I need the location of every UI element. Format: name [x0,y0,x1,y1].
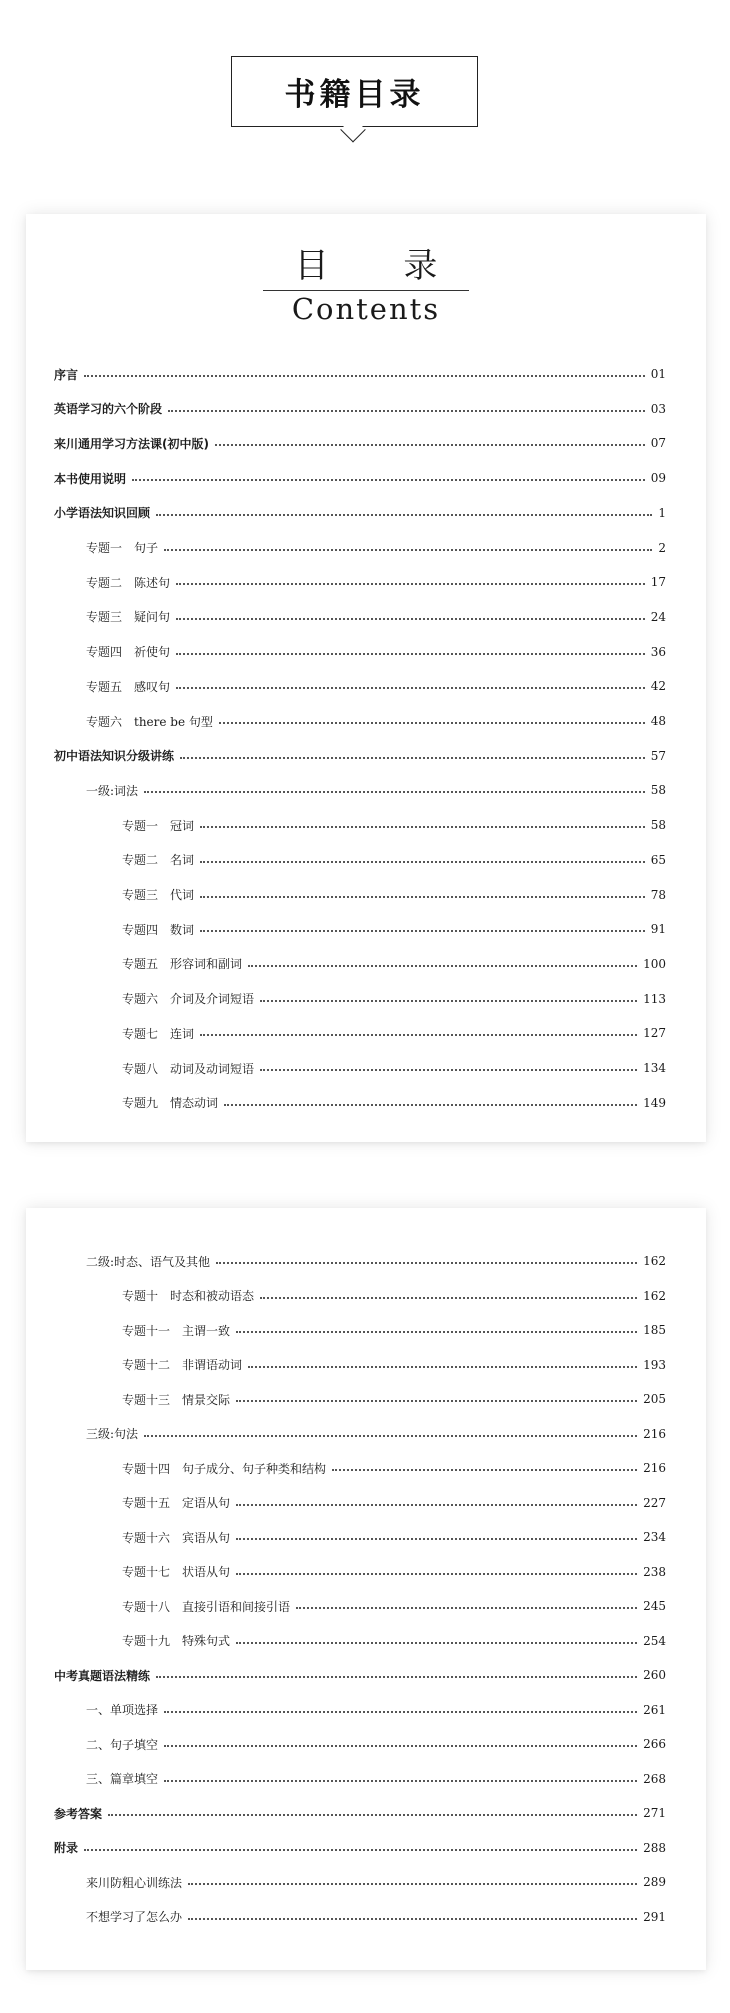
toc-entry-page: 205 [643,1392,666,1406]
toc-entry-page: 58 [650,818,666,833]
toc-leader-dots [84,375,645,377]
toc-leader-dots [236,1573,637,1575]
toc-entry-label: 专题十一 主谓一致 [122,1323,231,1338]
toc-entry-label: 三、篇章填空 [86,1772,159,1786]
toc-entry[interactable] [122,883,666,907]
toc-entry-label: 专题十九 特殊句式 [122,1634,231,1648]
toc-entry-page: 03 [650,401,666,416]
toc-entry-label: 专题二 名词 [122,853,195,868]
toc-entry-label: 二、句子填空 [86,1737,159,1752]
toc-entry-label: 专题五 形容词和副词 [122,957,243,972]
toc-entry-page: 65 [650,852,666,867]
toc-entry-label: 专题四 祈使句 [86,645,171,660]
toc-entry-label: 二级:时态、语气及其他 [86,1254,211,1269]
toc-entry-page: 266 [643,1737,666,1751]
toc-entry-label: 本书使用说明 [54,471,127,486]
toc-entry[interactable] [54,362,666,386]
toc-entry-label: 三级:句法 [86,1427,139,1441]
toc-entry[interactable] [54,1836,666,1860]
toc-leader-dots [164,1780,637,1782]
toc-entry[interactable] [122,1091,666,1115]
toc-entry-page: 24 [650,609,666,624]
toc-entry-page: 2 [658,540,666,555]
toc-entry[interactable] [86,674,666,698]
toc-entry-page: 289 [643,1875,666,1889]
toc-entry-label: 专题三 疑问句 [86,610,171,625]
toc-leader-dots [156,1676,637,1678]
toc-entry-page: 268 [643,1771,666,1786]
toc-entry-page: 162 [643,1288,666,1303]
toc-entry-page: 185 [643,1323,666,1337]
toc-heading [26,244,706,327]
toc-leader-dots [176,653,645,655]
toc-entry-page: 260 [643,1668,666,1682]
toc-entry[interactable] [122,1387,666,1411]
toc-entry[interactable] [86,640,666,664]
toc-entry-label: 来川防粗心训练法 [86,1875,183,1890]
toc-entry-page: 48 [650,714,666,728]
toc-entry[interactable] [86,605,666,629]
toc-entry[interactable] [122,1525,666,1549]
toc-leader-dots [248,1366,637,1368]
toc-entry-label: 不想学习了怎么办 [86,1910,183,1924]
toc-entry-page: 245 [643,1599,666,1613]
toc-leader-dots [200,1034,637,1036]
header-box [231,56,478,127]
toc-entry-page: 1 [658,505,666,520]
toc-entry-page: 227 [643,1495,666,1510]
toc-entry-label: 专题六 介词及介词短语 [122,992,255,1007]
toc-leader-dots [164,1711,637,1713]
toc-leader-dots [236,1538,637,1540]
toc-leader-dots [260,1297,637,1299]
toc-entry-page: 216 [643,1426,666,1441]
toc-leader-dots [296,1607,637,1609]
toc-entry[interactable] [122,1456,666,1480]
toc-entry[interactable] [122,1318,666,1342]
toc-leader-dots [260,1069,637,1071]
toc-entry[interactable] [122,1056,666,1080]
toc-entry-label: 专题十 时态和被动语态 [122,1289,255,1303]
toc-leader-dots [132,479,645,481]
toc-entry-label: 小学语法知识回顾 [54,506,151,521]
toc-entry[interactable] [54,1663,666,1687]
toc-leader-dots [260,1000,637,1002]
toc-entry[interactable] [86,1732,666,1756]
toc-entry-label: 专题一 句子 [86,541,159,555]
toc-leader-dots [332,1469,637,1471]
toc-entry[interactable] [54,744,666,768]
toc-entry[interactable] [122,1284,666,1308]
toc-leader-dots [188,1918,637,1920]
toc-leader-dots [236,1331,637,1333]
toc-entry-page: 78 [650,887,666,902]
toc-heading-cn: 目 录 [263,244,470,291]
toc-entry-label: 专题七 连词 [122,1026,195,1041]
toc-entry[interactable] [54,397,666,421]
toc-entry[interactable] [122,987,666,1011]
toc-entry-label: 专题十四 句子成分、句子种类和结构 [122,1461,327,1476]
toc-leader-dots [164,1745,637,1747]
toc-entry-page: 91 [650,922,666,937]
toc-entry[interactable] [122,813,666,837]
toc-entry-page: 261 [643,1702,666,1717]
toc-entry[interactable] [54,1801,666,1825]
toc-entry[interactable] [122,1491,666,1515]
toc-entry-label: 初中语法知识分级讲练 [54,749,175,764]
toc-entry-page: 193 [643,1357,666,1372]
toc-entry[interactable] [122,1353,666,1377]
toc-entry-page: 42 [650,679,666,694]
toc-entry[interactable] [86,570,666,594]
toc-entry-page: 149 [643,1095,666,1110]
toc-leader-dots [224,1104,637,1106]
toc-entry-label: 专题十二 非谓语动词 [122,1358,243,1372]
toc-leader-dots [215,444,645,446]
toc-entry-page: 238 [643,1564,666,1579]
toc-entry-page: 17 [650,575,666,590]
toc-leader-dots [144,791,645,793]
toc-entry-label: 专题十五 定语从句 [122,1496,231,1510]
toc-entry[interactable] [86,1698,666,1722]
toc-entry[interactable] [86,778,666,802]
toc-entry-page: 113 [643,991,666,1006]
toc-entry-page: 271 [643,1806,666,1820]
toc-entry-page: 234 [643,1530,666,1544]
toc-entry[interactable] [122,917,666,941]
toc-entry[interactable] [86,709,666,733]
toc-leader-dots [188,1883,637,1885]
toc-entry[interactable] [86,536,666,560]
toc-entry-page: 07 [650,436,666,451]
toc-entry-page: 127 [643,1026,666,1041]
toc-entry-label: 专题二 陈述句 [86,575,171,590]
toc-entry[interactable] [86,1905,666,1929]
page-title: 书籍目录 [284,77,425,113]
toc-entry-label: 一级:词法 [86,783,139,798]
toc-entry[interactable] [86,1249,666,1273]
toc-leader-dots [168,410,645,412]
toc-entry-label: 来川通用学习方法课(初中版) [54,436,209,451]
toc-entry-page: 58 [650,783,666,798]
toc-entry[interactable] [54,501,666,525]
toc-leader-dots [200,896,645,898]
toc-leader-dots [164,549,652,551]
toc-leader-dots [156,514,652,516]
toc-entry-label: 专题十七 状语从句 [122,1565,231,1579]
toc-entry[interactable] [86,1870,666,1894]
toc-entry-page: 162 [643,1254,666,1268]
toc-entry[interactable] [54,431,666,455]
toc-entry[interactable] [122,1629,666,1653]
toc-leader-dots [236,1504,637,1506]
toc-entry-label: 专题六 there be 句型 [86,714,213,729]
toc-leader-dots [236,1642,637,1644]
toc-entry-page: 01 [650,367,666,381]
toc-entry[interactable] [122,952,666,976]
toc-entry-label: 专题八 动词及动词短语 [122,1061,255,1076]
toc-entry[interactable] [122,848,666,872]
toc-leader-dots [144,1435,637,1437]
toc-entry-page: 100 [643,956,666,971]
toc-entry[interactable] [122,1021,666,1045]
toc-entry-page: 134 [643,1061,666,1075]
toc-entry-label: 参考答案 [54,1806,103,1821]
toc-leader-dots [200,930,645,932]
toc-entry-label: 附录 [54,1841,79,1855]
toc-entry-label: 专题三 代词 [122,888,195,902]
toc-entry-page: 216 [643,1461,666,1475]
toc-leader-dots [219,722,645,724]
toc-entry[interactable] [54,466,666,490]
toc-card-1 [26,214,706,1142]
toc-entry-page: 09 [650,471,666,486]
toc-entry-label: 专题十六 宾语从句 [122,1530,231,1545]
toc-leader-dots [200,826,645,828]
toc-leader-dots [108,1814,637,1816]
toc-entry-page: 57 [650,748,666,763]
toc-entry[interactable] [122,1560,666,1584]
toc-card-2 [26,1208,706,1970]
toc-entry-label: 专题一 冠词 [122,818,195,833]
toc-entry-label: 中考真题语法精练 [54,1668,151,1683]
toc-leader-dots [176,618,645,620]
toc-entry-page: 36 [650,644,666,659]
toc-entry-label: 专题四 数词 [122,922,195,937]
toc-entry-page: 288 [643,1840,666,1855]
toc-entry-label: 专题十三 情景交际 [122,1392,231,1407]
toc-entry-label: 序言 [54,367,79,382]
toc-leader-dots [248,965,637,967]
toc-entry-label: 专题十八 直接引语和间接引语 [122,1599,291,1614]
toc-leader-dots [216,1262,637,1264]
toc-entry[interactable] [122,1594,666,1618]
toc-leader-dots [200,861,645,863]
toc-leader-dots [176,687,645,689]
toc-leader-dots [84,1849,637,1851]
toc-heading-en: Contents [291,292,441,326]
toc-leader-dots [180,757,645,759]
toc-entry-page: 291 [643,1909,666,1924]
toc-entry-label: 专题五 感叹句 [86,679,171,694]
toc-leader-dots [236,1400,637,1402]
toc-entry-label: 英语学习的六个阶段 [54,402,163,417]
toc-entry[interactable] [86,1422,666,1446]
toc-entry-label: 一、单项选择 [86,1703,159,1717]
toc-entry[interactable] [86,1767,666,1791]
toc-leader-dots [176,583,645,585]
toc-entry-label: 专题九 情态动词 [122,1096,219,1111]
toc-entry-page: 254 [643,1633,666,1648]
